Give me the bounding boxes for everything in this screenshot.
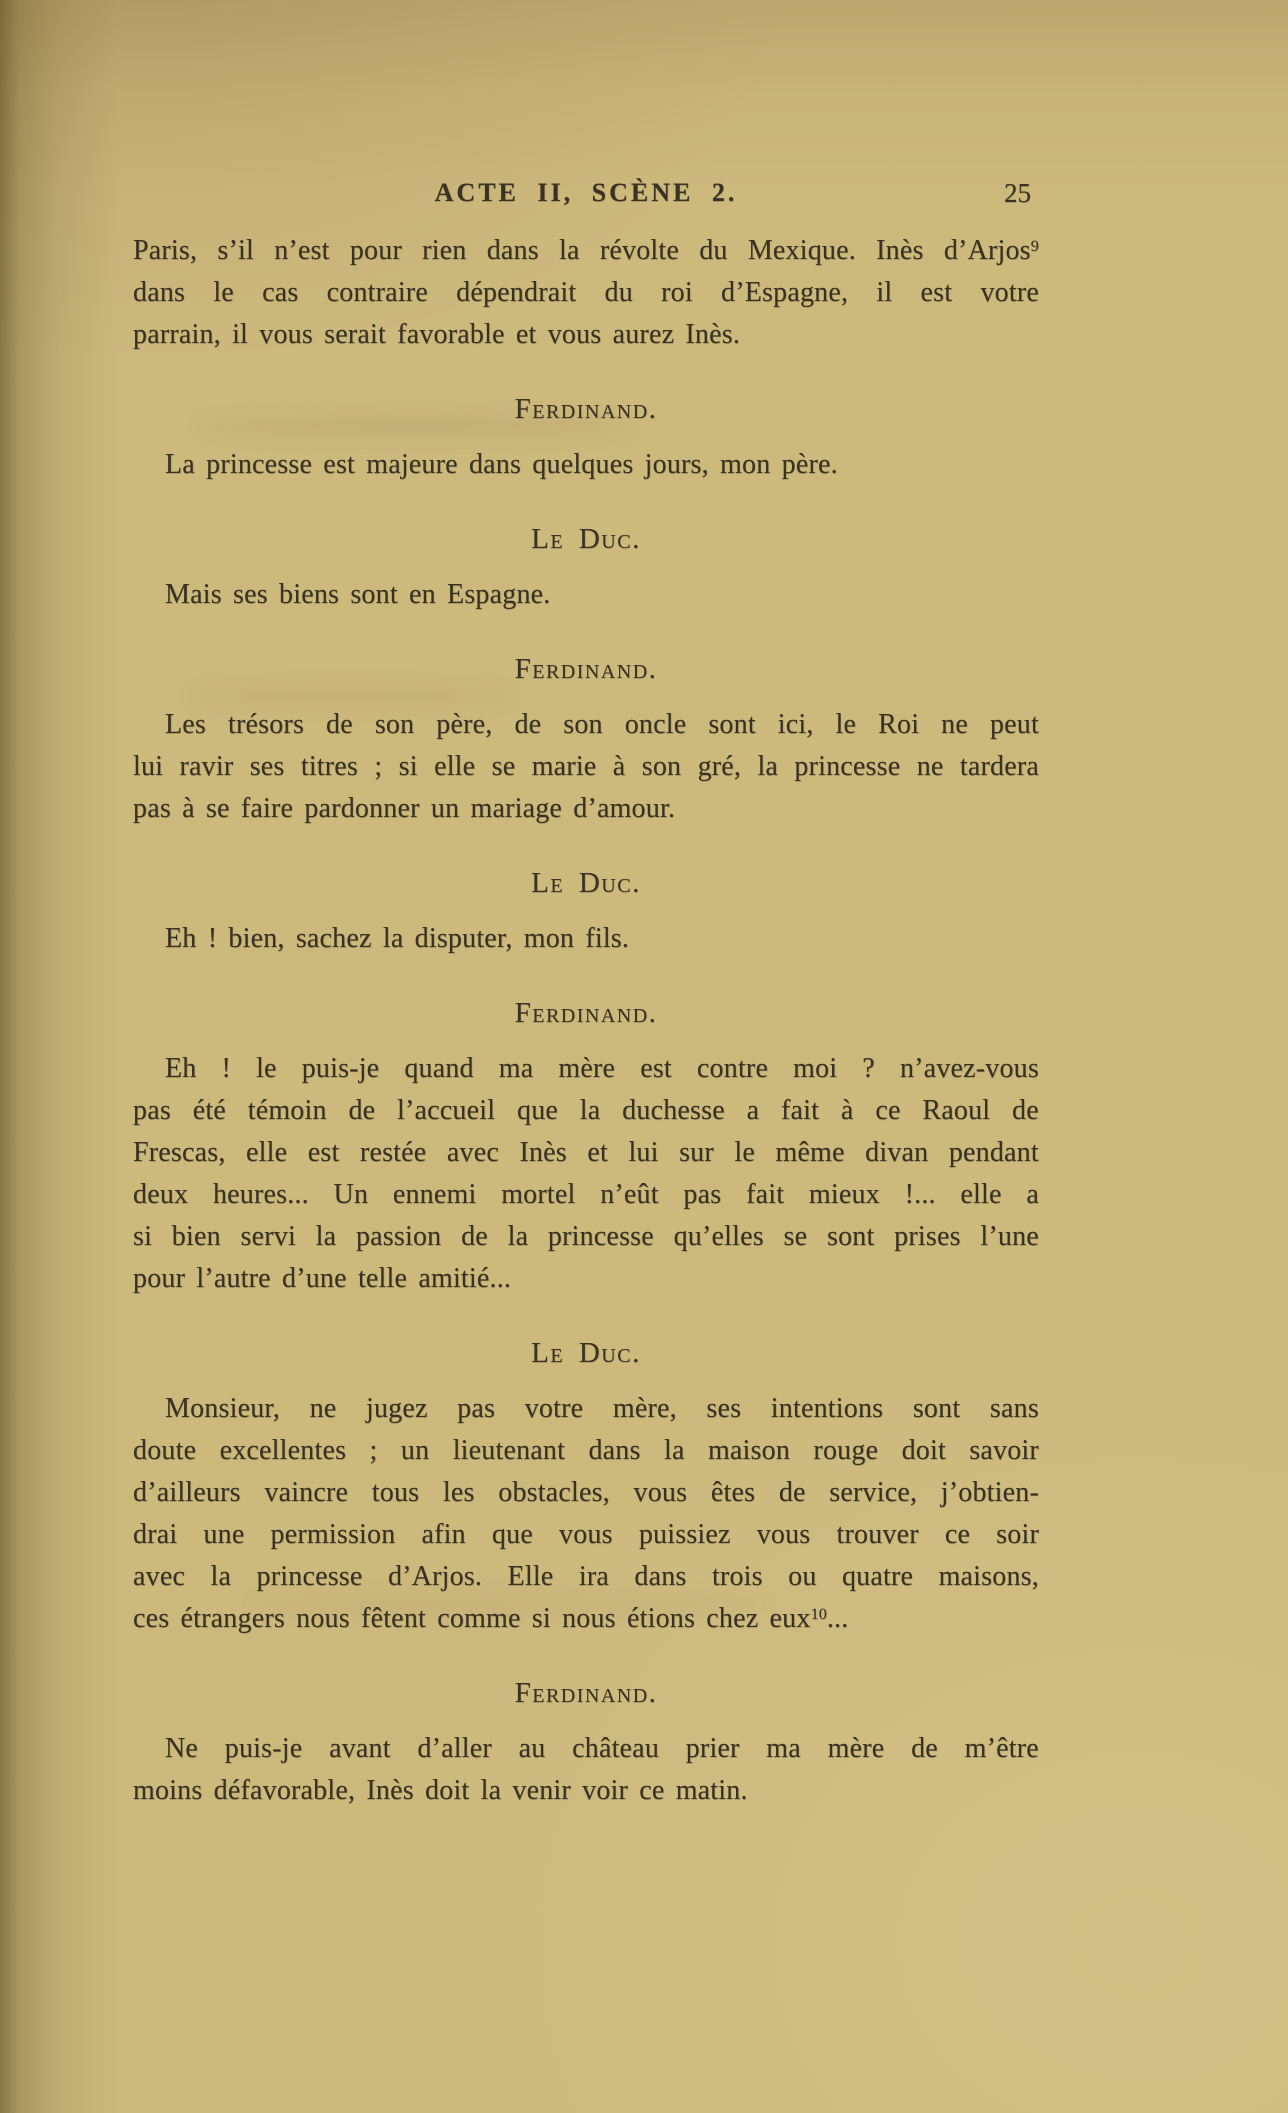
text-line: La princesse est majeure dans quelques jours, mon père. xyxy=(165,449,838,480)
text-line: moins défavorable, Inès doit la venir voir ce matin. xyxy=(133,1775,748,1806)
dialogue-paragraph xyxy=(133,704,1039,830)
footnote-marker: 10 xyxy=(810,1604,827,1623)
page-number: 25 xyxy=(1004,178,1031,208)
text-line: doute excellentes ; un lieutenant dans la maison rouge doit savoir xyxy=(133,1435,1039,1466)
text-line: drai une permission afin que vous puissiez vous trouver ce soir xyxy=(133,1519,1039,1550)
dialogue-paragraph xyxy=(133,230,1039,356)
dialogue-paragraph xyxy=(133,574,1039,616)
text-line: Eh ! bien, sachez la disputer, mon fils. xyxy=(165,923,630,954)
text-line: ces étrangers nous fêtent comme si nous étions chez eux$^{10}$... xyxy=(133,1603,849,1634)
text-line: Monsieur, ne jugez pas votre mère, ses intentions sont sans xyxy=(165,1393,1039,1424)
footnote-marker: 9 xyxy=(1030,236,1039,255)
speaker-label: Ferdinand. xyxy=(514,393,658,425)
speaker-label: Ferdinand. xyxy=(514,997,658,1029)
text-line: dans le cas contraire dépendrait du roi d’Espagne, il est votre xyxy=(133,277,1039,308)
speaker-label: Ferdinand. xyxy=(514,653,658,685)
text-line: Eh ! le puis-je quand ma mère est contre moi ? n’avez-vous xyxy=(165,1053,1039,1084)
text-block-body xyxy=(133,230,1039,1812)
text-line: pas à se faire pardonner un mariage d’amour. xyxy=(133,793,676,824)
dialogue-paragraph xyxy=(133,1728,1039,1812)
speaker-label: Le Duc. xyxy=(531,1337,641,1369)
text-line: pas été témoin de l’accueil que la duchesse a fait à ce Raoul de xyxy=(133,1095,1039,1126)
speaker-label: Le Duc. xyxy=(531,523,641,555)
running-title: ACTE II, SCÈNE 2. xyxy=(434,178,738,207)
text-line: si bien servi la passion de la princesse qu’elles se sont prises l’une xyxy=(133,1221,1039,1252)
text-line: Paris, s’il n’est pour rien dans la révolte du Mexique. Inès d’Arjos$^9$ xyxy=(133,235,1039,266)
text-line: Ne puis-je avant d’aller au château prier ma mère de m’être xyxy=(165,1733,1039,1764)
dialogue-paragraph xyxy=(133,1048,1039,1300)
text-line: d’ailleurs vaincre tous les obstacles, vous êtes de service, j’obtien- xyxy=(133,1477,1039,1508)
speaker-label: Le Duc. xyxy=(531,867,641,899)
dialogue-paragraph xyxy=(133,918,1039,960)
text-line: lui ravir ses titres ; si elle se marie à son gré, la princesse ne tardera xyxy=(133,751,1039,782)
text-block xyxy=(133,172,1039,1812)
page-header xyxy=(133,172,1039,214)
text-line: deux heures... Un ennemi mortel n’eût pas fait mieux !... elle a xyxy=(133,1179,1039,1210)
text-line: pour l’autre d’une telle amitié... xyxy=(133,1263,512,1294)
text-line: Les trésors de son père, de son oncle sont ici, le Roi ne peut xyxy=(165,709,1039,740)
text-line: Frescas, elle est restée avec Inès et lui sur le même divan pendant xyxy=(133,1137,1039,1168)
speaker-label: Ferdinand. xyxy=(514,1677,658,1709)
text-line: parrain, il vous serait favorable et vous aurez Inès. xyxy=(133,319,741,350)
text-line: Mais ses biens sont en Espagne. xyxy=(165,579,551,610)
dialogue-paragraph xyxy=(133,444,1039,486)
text-line: avec la princesse d’Arjos. Elle ira dans trois ou quatre maisons, xyxy=(133,1561,1039,1592)
dialogue-paragraph xyxy=(133,1388,1039,1640)
